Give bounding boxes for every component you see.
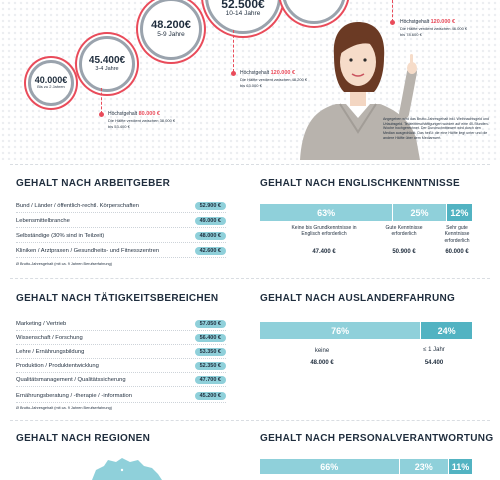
section-regionen: [16, 433, 150, 444]
circle-amount: 40.000€: [34, 75, 68, 86]
high-salary-value: 80.000 €: [138, 111, 160, 117]
segment-value: 47.400 €: [312, 249, 336, 255]
section-title: GEHALT NACH ENGLISCHKENNTNISSE: [260, 178, 460, 189]
segment-value: 48.000 €: [310, 360, 334, 366]
circle-amount: 52.500€: [221, 0, 265, 12]
high-salary-caption: Höchstgehalt: [240, 70, 270, 76]
footnote: Ø Brutto-Jahresgehalt (mit ca. 9 Jahren Berufserfahrung): [16, 406, 113, 410]
section-englisch: [260, 178, 460, 189]
segment-percent: 24%: [437, 325, 456, 336]
list-item: [16, 346, 226, 359]
row-value: 49.000 €: [195, 217, 226, 225]
segment-caption: ≤ 1 Jahr: [423, 347, 445, 353]
circle-amount: 45.400€: [88, 54, 126, 66]
segment-percent: 25%: [410, 207, 429, 218]
salary-circle-0-2-years: [28, 60, 74, 106]
leadership-bar: [260, 459, 473, 474]
bar-segment: [447, 204, 473, 221]
bar-segment: [260, 459, 400, 474]
section-title: GEHALT NACH ARBEITGEBER: [16, 178, 171, 189]
section-taetigkeit: [16, 293, 218, 304]
salary-circle-10-14-years: [205, 0, 281, 34]
list-item: [16, 215, 226, 228]
circle-years: 3-4 Jahre: [95, 65, 119, 72]
methodology-note: Angegeben wird das Brutto-Jahresgehalt inkl. Weihnachtsgeld und Urlaubsgeld. Teilzeitbeschäftigungen wurden auf eine 40-Stunden-Woche hochgerechnet. Der Durchschnittswert wird durch den Median ausgedrückt. Das heißt: die eine Hälfte liegt unter und die andere Hälfte über dem Medianwert.: [383, 117, 490, 140]
segment-caption: Gute Kenntnisse erforderlich: [385, 225, 423, 238]
divider: [10, 164, 490, 165]
list-item: [16, 360, 226, 373]
row-label: Lehre / Ernährungsbildung: [16, 349, 85, 355]
section-ausland: [260, 293, 455, 304]
english-bar: [260, 204, 473, 221]
germany-map: [78, 456, 178, 480]
bar-segment: [260, 204, 393, 221]
row-label: Wissenschaft / Forschung: [16, 335, 83, 341]
row-value: 42.600 €: [195, 247, 226, 255]
section-title: GEHALT NACH PERSONALVERANTWORTUNG: [260, 433, 494, 444]
high-salary-value: 120.000 €: [430, 19, 456, 25]
bar-segment: [400, 459, 449, 474]
section-title: GEHALT NACH TÄTIGKEITSBEREICHEN: [16, 293, 219, 304]
segment-percent: 11%: [451, 461, 470, 472]
connector-line: [233, 30, 234, 72]
segment-value: 60.000 €: [445, 249, 469, 255]
segment-percent: 23%: [414, 461, 433, 472]
row-value: 52.350 €: [195, 362, 226, 370]
row-label: Qualitätsmanagement / Qualitätssicherung: [16, 377, 126, 383]
salary-circle-3-4-years: [79, 36, 135, 92]
high-salary-note: Die Hälfte verdient zwischen 38.000 € bis 53.400 €: [108, 117, 176, 130]
list-item: [16, 374, 226, 387]
segment-value: 54.400: [424, 360, 444, 366]
circle-years: 5-9 Jahre: [157, 30, 185, 38]
row-label: Ernährungsberatung / -therapie / -information: [16, 393, 133, 399]
divider: [10, 420, 490, 421]
list-item: [16, 245, 226, 258]
connector-line: [101, 88, 102, 114]
list-item: [16, 230, 226, 243]
row-value: 48.000 €: [195, 232, 226, 240]
high-salary-note: Die Hälfte verdient zwischen 48.200 € bis 63.000 €: [240, 76, 308, 89]
salary-circle-5-9-years: [140, 0, 202, 60]
segment-percent: 12%: [450, 207, 469, 218]
row-label: Lebensmittelbranche: [16, 218, 70, 224]
segment-percent: 76%: [331, 325, 350, 336]
row-label: Selbständige (30% sind in Teilzeit): [16, 233, 105, 239]
circle-years: Bis zu 2 Jahren: [37, 84, 65, 90]
segment-value: 50.900 €: [392, 249, 416, 255]
high-salary-note: Die Hälfte verdient zwischen 46.000 € bis 78.600 €: [400, 25, 468, 38]
high-salary-caption: Höchstgehalt: [400, 19, 430, 25]
circle-amount: 48.200€: [151, 18, 191, 31]
row-value: 47.700 €: [195, 376, 226, 384]
row-label: Marketing / Vertrieb: [16, 321, 67, 327]
experience-salary-area: [0, 0, 500, 160]
bar-segment: [449, 459, 473, 474]
divider: [10, 278, 490, 279]
segment-caption: Sehr gute Kenntnisse erforderlich: [444, 225, 470, 244]
row-value: 57.050 €: [195, 320, 226, 328]
list-item: [16, 200, 226, 213]
row-value: 53.350 €: [195, 348, 226, 356]
bar-segment: [260, 322, 421, 339]
row-value: 56.400 €: [195, 334, 226, 342]
segment-percent: 66%: [320, 461, 339, 472]
connector-dot: [231, 71, 236, 76]
section-title: GEHALT NACH AUSLANDERFAHRUNG: [260, 293, 456, 304]
section-title: GEHALT NACH REGIONEN: [16, 433, 151, 444]
high-salary-value: 120.000 €: [270, 70, 296, 76]
section-arbeitgeber: [16, 178, 170, 189]
row-label: Bund / Länder / öffentlich-rechtl. Körperschaften: [16, 203, 139, 209]
segment-caption: Keine bis Grundkenntnisse in Englisch erforderlich: [291, 225, 357, 238]
abroad-bar: [260, 322, 473, 339]
list-item: [16, 332, 226, 345]
section-personal: [260, 433, 493, 444]
segment-percent: 63%: [317, 207, 336, 218]
connector-dot: [99, 112, 104, 117]
row-value: 45.200 €: [195, 392, 226, 400]
high-salary-caption: Höchstgehalt: [108, 111, 138, 117]
row-value: 52.900 €: [195, 202, 226, 210]
row-label: Produktion / Produktentwicklung: [16, 363, 99, 369]
circle-years: 10-14 Jahre: [225, 10, 261, 18]
high-salary-label: [108, 111, 178, 130]
bar-segment: [393, 204, 447, 221]
list-item: [16, 318, 226, 331]
row-label: Kliniken / Arztpraxen / Gesundheits- und Fitnesszentren: [16, 248, 160, 254]
list-item: [16, 390, 226, 403]
footnote: Ø Brutto-Jahresgehalt (mit ca. 9 Jahren Berufserfahrung): [16, 262, 113, 266]
bar-segment: [421, 322, 473, 339]
segment-caption: keine: [314, 348, 330, 354]
